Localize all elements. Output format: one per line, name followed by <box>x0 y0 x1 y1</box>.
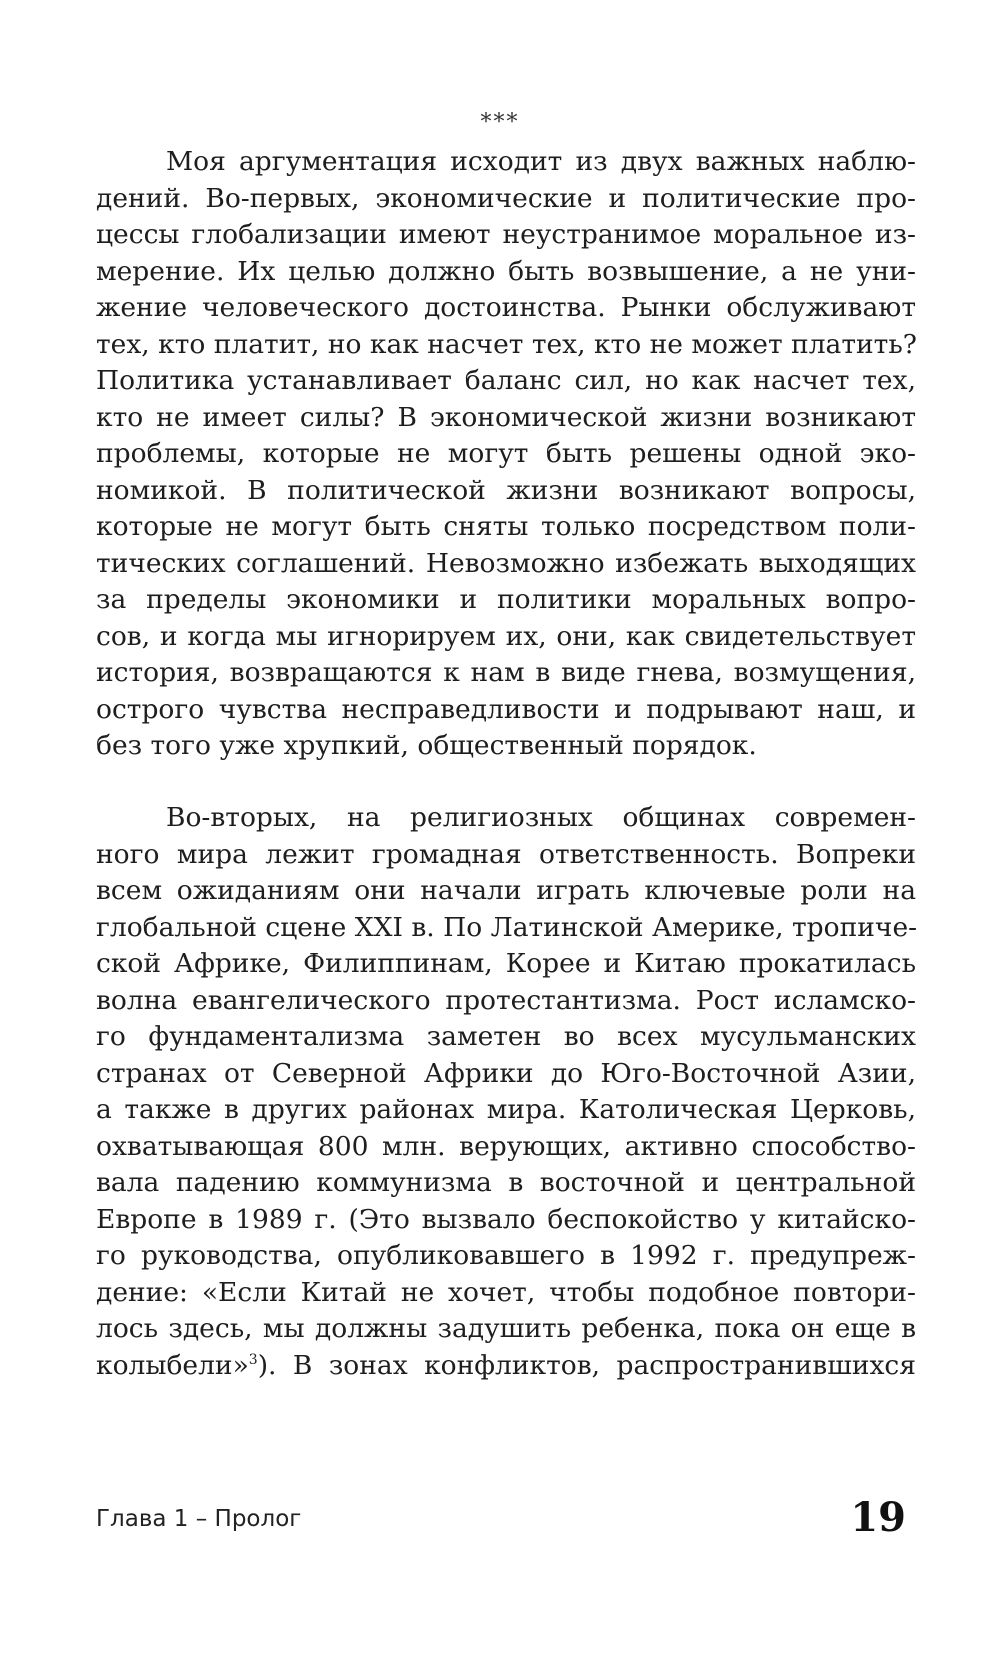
text-line: всем ожиданиям они начали играть ключевые роли на <box>96 875 916 906</box>
text-line: без того уже хрупкий, общественный порядок. <box>96 730 757 761</box>
text-line: дений. Во-первых, экономические и политические про- <box>96 182 916 214</box>
text-line: за пределы экономики и политики моральных вопро- <box>96 584 916 615</box>
text-line: цессы глобализации имеют неустранимое моральное из- <box>96 219 916 250</box>
text-line: Во-вторых, на религиозных общинах современ- <box>166 802 916 833</box>
text-line: номикой. В политической жизни возникают вопросы, <box>96 474 916 506</box>
text-line: сов, и когда мы игнорируем их, они, как свидетельствует <box>96 620 916 652</box>
text-line: го руководства, опубликовавшего в 1992 г. предупреж- <box>96 1240 916 1271</box>
paragraph-1 <box>96 144 916 765</box>
text-line: а также в других районах мира. Католическая Церковь, <box>96 1094 916 1125</box>
paragraph-2 <box>96 800 916 1384</box>
text-line: вала падению коммунизма в восточной и центральной <box>96 1167 916 1198</box>
text-line: охватывающая 800 млн. верующих, активно способство- <box>96 1130 916 1162</box>
text-line: история, возвращаются к нам в виде гнева, возмущения, <box>96 657 916 688</box>
section-separator: *** <box>480 110 520 135</box>
text-line: дение: «Если Китай не хочет, чтобы подобное повтори- <box>96 1276 916 1308</box>
text-line: го фундаментализма заметен во всех мусульманских <box>96 1021 916 1052</box>
text-line: глобальной сцене XXI в. По Латинской Америке, тропиче- <box>96 911 918 943</box>
text-line <box>96 1348 916 1385</box>
text-line: проблемы, которые не могут быть решены одной эко- <box>96 438 916 469</box>
text-fragment: ). В зонах конфликтов, распространившихся <box>257 1349 916 1381</box>
text-line: ного мира лежит громадная ответственность. Вопреки <box>96 838 916 870</box>
text-line: странах от Северной Африки до Юго-Восточной Азии, <box>96 1057 916 1089</box>
text-fragment: колыбели» <box>96 1349 249 1381</box>
text-line: жение человеческого достоинства. Рынки обслуживают <box>96 292 916 323</box>
text-line: Политика устанавливает баланс сил, но как насчет тех, <box>96 365 916 396</box>
text-line: которые не могут быть сняты только посредством поли- <box>96 511 916 542</box>
text-line: Моя аргументация исходит из двух важных наблю- <box>166 146 916 177</box>
running-head: Глава 1 – Пролог <box>96 1506 302 1532</box>
text-line: тических соглашений. Невозможно избежать выходящих <box>96 547 916 579</box>
footnote-reference[interactable]: 3 <box>248 1351 258 1368</box>
page-number: 19 <box>850 1494 906 1541</box>
text-line: тех, кто платит, но как насчет тех, кто не может платить? <box>96 328 917 360</box>
text-line: Европе в 1989 г. (Это вызвало беспокойство у китайско- <box>96 1203 916 1235</box>
text-line: волна евангелического протестантизма. Рост исламско- <box>96 984 916 1016</box>
text-line: острого чувства несправедливости и подрывают наш, и <box>96 693 916 725</box>
text-line: ской Африке, Филиппинам, Корее и Китаю прокатилась <box>96 948 916 979</box>
text-line: лось здесь, мы должны задушить ребенка, пока он еще в <box>96 1313 916 1344</box>
text-line: кто не имеет силы? В экономической жизни возникают <box>96 401 916 433</box>
text-line: мерение. Их целью должно быть возвышение, а не уни- <box>96 255 916 287</box>
